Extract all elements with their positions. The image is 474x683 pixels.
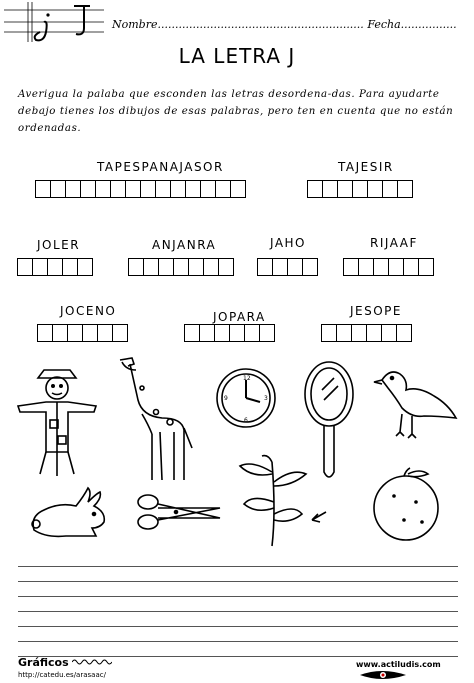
letter-box[interactable]	[53, 325, 68, 341]
letter-box[interactable]	[367, 325, 382, 341]
letter-box[interactable]	[63, 259, 78, 275]
scrambled-word: RIJAAF	[370, 236, 418, 250]
letter-box[interactable]	[216, 181, 231, 197]
letter-box[interactable]	[258, 259, 273, 275]
answer-boxes[interactable]	[343, 258, 434, 276]
letter-box[interactable]	[204, 259, 219, 275]
letter-box[interactable]	[83, 325, 98, 341]
letter-box[interactable]	[230, 325, 245, 341]
letter-box[interactable]	[322, 325, 337, 341]
letter-box[interactable]	[111, 181, 126, 197]
letter-box[interactable]	[382, 325, 397, 341]
credits-url[interactable]: http://catedu.es/arasaac/	[18, 671, 106, 679]
instructions-text: Averigua la palaba que esconden las letras desordena-das. Para ayudarte debajo tienes los dibujos de esas palabras, pero ten en cuenta que no están ordenadas.	[18, 89, 454, 134]
scrambled-word: JESOPE	[350, 304, 403, 318]
letter-j-logo	[4, 2, 104, 42]
writing-line[interactable]	[18, 567, 458, 582]
squiggle-icon	[72, 658, 112, 666]
letter-box[interactable]	[33, 259, 48, 275]
credits	[18, 656, 112, 680]
letter-box[interactable]	[303, 259, 317, 275]
letter-box[interactable]	[129, 259, 144, 275]
letter-box[interactable]	[141, 181, 156, 197]
letter-box[interactable]	[374, 259, 389, 275]
letter-box[interactable]	[81, 181, 96, 197]
orange-icon	[364, 466, 448, 542]
answer-boxes[interactable]	[17, 258, 93, 276]
name-label: Nombre	[112, 18, 158, 31]
letter-box[interactable]	[344, 259, 359, 275]
answer-boxes[interactable]	[37, 324, 128, 342]
letter-box[interactable]	[352, 325, 367, 341]
clock-icon	[214, 366, 278, 430]
letter-box[interactable]	[260, 325, 274, 341]
header-fields	[112, 18, 457, 31]
answer-boxes[interactable]	[257, 258, 318, 276]
letter-box[interactable]	[338, 181, 353, 197]
eye-logo-icon	[356, 669, 410, 683]
answer-boxes[interactable]	[307, 180, 413, 198]
credits-label: Gráficos	[18, 656, 69, 669]
letter-box[interactable]	[245, 325, 260, 341]
writing-line[interactable]	[18, 642, 458, 657]
scrambled-word: JAHO	[270, 236, 307, 250]
letter-box[interactable]	[78, 259, 92, 275]
letter-box[interactable]	[156, 181, 171, 197]
letter-box[interactable]	[419, 259, 433, 275]
letter-box[interactable]	[66, 181, 81, 197]
rabbit-icon	[26, 486, 112, 540]
letter-box[interactable]	[144, 259, 159, 275]
scrambled-word: TAPESPANAJASOR	[97, 160, 224, 174]
page-title: LA LETRA J	[178, 44, 296, 68]
letter-box[interactable]	[171, 181, 186, 197]
letter-box[interactable]	[201, 181, 216, 197]
letter-box[interactable]	[323, 181, 338, 197]
scrambled-word: JOPARA	[213, 310, 266, 324]
writing-line[interactable]	[18, 582, 458, 597]
answer-boxes[interactable]	[128, 258, 234, 276]
letter-box[interactable]	[18, 259, 33, 275]
name-line[interactable]: ...........................................................	[157, 18, 364, 31]
svg-text:6: 6	[244, 417, 248, 424]
scrambled-word: JOLER	[37, 238, 81, 252]
site-url[interactable]: www.actiludis.com	[356, 660, 441, 669]
answer-boxes[interactable]	[321, 324, 412, 342]
scissors-icon	[136, 488, 222, 538]
letter-box[interactable]	[398, 181, 412, 197]
letter-box[interactable]	[231, 181, 245, 197]
svg-text:3: 3	[264, 395, 268, 402]
letter-box[interactable]	[126, 181, 141, 197]
writing-line[interactable]	[18, 627, 458, 642]
plant-icon	[232, 452, 332, 548]
letter-box[interactable]	[337, 325, 352, 341]
scrambled-word: TAJESIR	[338, 160, 394, 174]
svg-text:9: 9	[224, 395, 228, 402]
writing-line[interactable]	[18, 612, 458, 627]
writing-lines[interactable]	[18, 552, 458, 662]
letter-box[interactable]	[48, 259, 63, 275]
scrambled-word: ANJANRA	[152, 238, 217, 252]
letter-box[interactable]	[215, 325, 230, 341]
letter-box[interactable]	[174, 259, 189, 275]
writing-line[interactable]	[18, 597, 458, 612]
letter-box[interactable]	[113, 325, 127, 341]
letter-box[interactable]	[185, 325, 200, 341]
svg-text:12: 12	[243, 375, 251, 382]
letter-box[interactable]	[353, 181, 368, 197]
letter-box[interactable]	[189, 259, 204, 275]
bird-icon	[372, 366, 458, 444]
letter-box[interactable]	[38, 325, 53, 341]
scrambled-word: JOCENO	[60, 304, 117, 318]
letter-box[interactable]	[383, 181, 398, 197]
giraffe-icon	[112, 352, 196, 484]
letter-box[interactable]	[288, 259, 303, 275]
letter-box[interactable]	[36, 181, 51, 197]
letter-box[interactable]	[186, 181, 201, 197]
writing-line[interactable]	[18, 552, 458, 567]
letter-box[interactable]	[368, 181, 383, 197]
letter-box[interactable]	[96, 181, 111, 197]
letter-box[interactable]	[51, 181, 66, 197]
date-line[interactable]: ................	[400, 18, 457, 31]
letter-box[interactable]	[68, 325, 83, 341]
letter-box[interactable]	[359, 259, 374, 275]
scarecrow-icon	[14, 356, 100, 480]
letter-box[interactable]	[219, 259, 233, 275]
letter-box[interactable]	[273, 259, 288, 275]
answer-boxes[interactable]	[35, 180, 246, 198]
letter-box[interactable]	[200, 325, 215, 341]
answer-boxes[interactable]	[184, 324, 275, 342]
letter-box[interactable]	[389, 259, 404, 275]
date-label: Fecha	[367, 18, 401, 31]
letter-box[interactable]	[397, 325, 411, 341]
letter-box[interactable]	[308, 181, 323, 197]
letter-box[interactable]	[98, 325, 113, 341]
letter-box[interactable]	[159, 259, 174, 275]
letter-box[interactable]	[404, 259, 419, 275]
